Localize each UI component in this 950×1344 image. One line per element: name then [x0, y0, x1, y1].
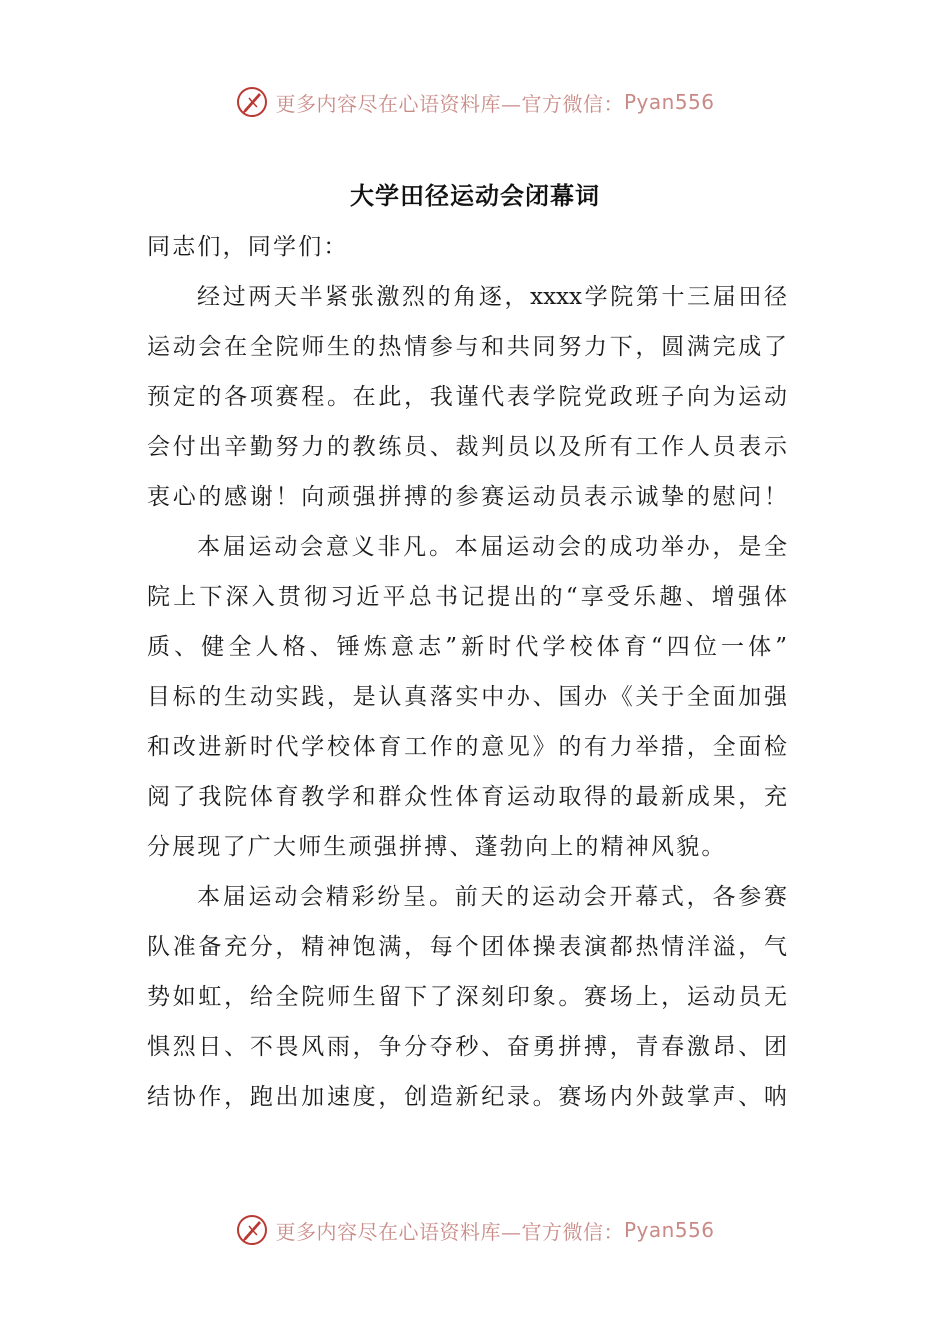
text-line: 本届运动会精彩纷呈。前天的运动会开幕式，各参赛: [197, 884, 787, 910]
text-line: 衷心的感谢！向顽强拼搏的参赛运动员表示诚挚的慰问！: [147, 484, 787, 510]
text-line: 势如虹，给全院师生留下了深刻印象。赛场上，运动员无: [147, 984, 787, 1010]
text-line: 阅了我院体育教学和群众性体育运动取得的最新成果，充: [147, 784, 787, 810]
text-line: 惧烈日、不畏风雨，争分夺秒、奋勇拼搏，青春激昂、团: [147, 1034, 787, 1060]
watermark-code: Pyan556: [623, 90, 715, 114]
quill-logo-icon: [235, 1213, 269, 1247]
quill-logo-icon: [235, 85, 269, 119]
text-line: 院上下深入贯彻习近平总书记提出的“享受乐趣、增强体: [147, 584, 787, 610]
text-line: 和改进新时代学校体育工作的意见》的有力举措，全面检: [147, 734, 787, 760]
text-line: 预定的各项赛程。在此，我谨代表学院党政班子向为运动: [147, 384, 787, 410]
header-watermark: [0, 82, 950, 122]
text-line: 分展现了广大师生顽强拼搏、蓬勃向上的精神风貌。: [147, 834, 727, 860]
text-line: 运动会在全院师生的热情参与和共同努力下，圆满完成了: [147, 334, 787, 360]
document-body: [147, 222, 787, 1122]
watermark-text: 更多内容尽在心语资料库—官方微信：: [275, 91, 624, 116]
document-title: 大学田径运动会闭幕词: [350, 182, 600, 210]
text-line: 经过两天半紧张激烈的角逐，xxxx学院第十三届田径: [197, 284, 787, 310]
text-line: 同志们，同学们：: [147, 234, 349, 260]
footer-watermark: [0, 1210, 950, 1250]
text-line: 队准备充分，精神饱满，每个团体操表演都热情洋溢，气: [147, 934, 787, 960]
text-line: 结协作，跑出加速度，创造新纪录。赛场内外鼓掌声、呐: [147, 1084, 787, 1110]
text-line: 质、健全人格、锤炼意志”新时代学校体育“四位一体”: [147, 634, 787, 660]
watermark-code: Pyan556: [623, 1218, 715, 1242]
text-line: 会付出辛勤努力的教练员、裁判员以及所有工作人员表示: [147, 434, 787, 460]
text-line: 目标的生动实践，是认真落实中办、国办《关于全面加强: [147, 684, 787, 710]
watermark-text: 更多内容尽在心语资料库—官方微信：: [275, 1219, 624, 1244]
text-line: 本届运动会意义非凡。本届运动会的成功举办，是全: [197, 534, 787, 560]
